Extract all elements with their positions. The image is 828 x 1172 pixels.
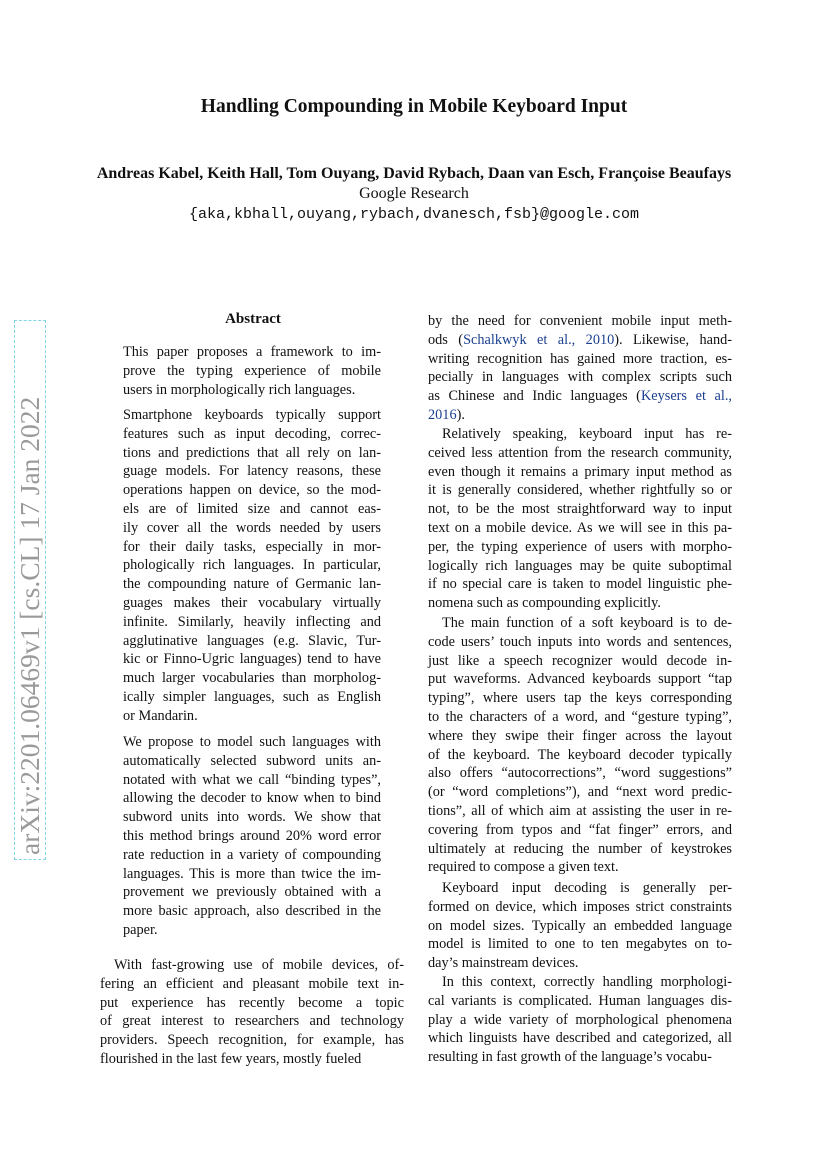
text-line: fering an efficient and pleasant mobile text in- [100, 975, 404, 992]
text-line: features such as input decoding, correc- [123, 425, 381, 442]
text-line: logically rich languages may be quite suboptimal [428, 557, 732, 574]
text-line: on model sizes. Typically an embedded language [428, 917, 732, 934]
citation-link[interactable]: Schalkwyk et al., 2010 [463, 331, 615, 348]
right-paragraph-3 [428, 614, 732, 877]
text-line: much larger vocabularies than morpholog- [123, 670, 381, 687]
text-segment: writing recognition has gained more traction, es- [428, 350, 732, 367]
text-line: tions and predictions that all rely on lan- [123, 444, 381, 461]
text-line: model is limited to one to ten megabytes on to- [428, 936, 732, 953]
text-line: kic or Finno-Ugric languages) tend to have [123, 651, 381, 668]
text-line: even though it remains a primary input method as [428, 463, 732, 480]
text-line: put waveforms. Advanced keyboards support “tap [428, 671, 732, 688]
text-line: which linguists have described and categorized, all [428, 1030, 732, 1047]
text-line: nomena such as compounding explicitly. [428, 595, 661, 612]
author-emails: {aka,kbhall,ouyang,rybach,dvanesch,fsb}@google.com [188, 206, 640, 223]
intro-left-paragraph [100, 956, 404, 1069]
text-line: of the keyboard. The keyboard decoder typically [428, 746, 732, 763]
text-line: With fast-growing use of mobile devices, of- [114, 957, 404, 973]
text-line: it is generally considered, whether rightfully so or [428, 482, 732, 499]
text-line: infinite. Similarly, heavily inflecting and [123, 613, 381, 630]
text-line: ily cover all the words needed by users [123, 519, 381, 536]
text-line: this method brings around 20% word error [123, 827, 381, 844]
abstract-paragraph-3 [123, 733, 381, 940]
text-line: guages makes their vocabulary virtually [123, 594, 381, 611]
text-line: ultimately at reducing the number of keystrokes [428, 840, 732, 857]
text-line: flourished in the last few years, mostly fueled [100, 1050, 362, 1067]
text-line: notated with what we call “binding types”, [123, 771, 381, 788]
text-segment: pecially in languages with complex scripts such [428, 369, 732, 386]
text-line [428, 331, 732, 350]
text-line: required to compose a given text. [428, 859, 619, 876]
text-line: The main function of a soft keyboard is to de- [442, 615, 732, 631]
right-paragraph-1 [428, 312, 732, 425]
text-line: provement we previously obtained with a [123, 884, 381, 901]
abstract-heading: Abstract [225, 311, 281, 327]
text-line: put experience has recently become a topic [100, 994, 404, 1011]
text-line: Keyboard input decoding is generally per- [442, 880, 732, 896]
text-line: covering from typos and “fat finger” errors, and [428, 821, 732, 838]
text-line: cal variants is complicated. Human languages dis- [428, 992, 732, 1009]
text-line: Smartphone keyboards typically support [123, 407, 381, 423]
text-line: the compounding nature of Germanic lan- [123, 576, 381, 593]
text-line: phologically rich languages. In particular, [123, 557, 381, 574]
text-line: We propose to model such languages with [123, 734, 381, 750]
text-line: rate reduction in a variety of compounding [123, 846, 381, 863]
text-segment: ods ( [428, 331, 464, 348]
text-line: per, the typing experience of users with morpho- [428, 538, 732, 555]
citation-link[interactable]: 2016 [428, 406, 457, 423]
text-line [428, 312, 732, 331]
right-paragraph-4 [428, 879, 732, 973]
text-line: not, to be the most straightforward way to input [428, 501, 732, 518]
text-line [428, 350, 732, 369]
text-line: more basic approach, also described in the [123, 903, 381, 920]
text-line: just like a speech recognizer would decode in- [428, 652, 732, 669]
affiliation: Google Research [359, 185, 469, 202]
text-line: text on a mobile device. As we will see in this pa- [428, 519, 732, 536]
right-paragraph-5 [428, 973, 732, 1067]
text-segment: ). [456, 406, 465, 423]
text-line: Relatively speaking, keyboard input has re- [442, 426, 732, 442]
text-line: if no special care is taken to model linguistic phe- [428, 576, 732, 593]
text-line: providers. Speech recognition, for example, has [100, 1032, 404, 1049]
text-line: prove the typing experience of mobile [123, 362, 381, 379]
text-line: or Mandarin. [123, 707, 198, 724]
text-line: formed on device, which imposes strict constraints [428, 898, 732, 915]
arxiv-stamp: arXiv:2201.06469v1 [cs.CL] 17 Jan 2022 [14, 320, 46, 860]
text-line: This paper proposes a framework to im- [123, 344, 381, 360]
text-line [428, 368, 732, 387]
text-line: code users’ touch inputs into words and sentences, [428, 633, 732, 650]
text-line: ically simpler languages, such as English [123, 688, 381, 705]
right-paragraph-2 [428, 425, 732, 613]
text-line: (or “word completions”), and “next word predic- [428, 784, 732, 801]
text-line: In this context, correctly handling morphologi- [442, 974, 732, 990]
text-line: subword units into words. We show that [123, 809, 381, 826]
text-line: where they swipe their finger across the layout [428, 727, 732, 744]
text-line: languages. This is more than twice the im- [123, 865, 381, 882]
paper-title: Handling Compounding in Mobile Keyboard Input [200, 96, 628, 117]
text-line: to the characters of a word, and “gesture typing”, [428, 708, 732, 725]
text-line: also offers “autocorrections”, “word suggestions” [428, 765, 732, 782]
text-segment: by the need for convenient mobile input meth- [428, 313, 732, 329]
citation-link[interactable]: Keysers et al., [640, 388, 732, 405]
text-line: for their daily tasks, especially in mor- [123, 538, 381, 555]
text-line: users in morphologically rich languages. [123, 381, 356, 398]
abstract-paragraph-2 [123, 406, 381, 726]
text-line: automatically selected subword units an- [123, 752, 381, 769]
text-line: day’s mainstream devices. [428, 955, 579, 972]
text-line: resulting in fast growth of the language’s vocabu- [428, 1049, 712, 1066]
text-line: tions”, all of which aim at assisting the user in re- [428, 802, 732, 819]
text-line: allowing the decoder to know when to bind [123, 790, 381, 807]
text-line: guage models. For latency reasons, these [123, 463, 381, 480]
abstract-paragraph-1 [123, 343, 381, 399]
author-list: Andreas Kabel, Keith Hall, Tom Ouyang, David Rybach, Daan van Esch, Françoise Beaufays [96, 165, 732, 182]
text-line [428, 406, 732, 425]
text-line: agglutinative languages (e.g. Slavic, Tur- [123, 632, 381, 649]
text-line [428, 387, 732, 406]
text-line: ceived less attention from the research community, [428, 444, 732, 461]
text-line: operations happen on device, so the mod- [123, 482, 381, 499]
text-segment: ). Likewise, hand- [614, 331, 733, 348]
text-line: typing”, where users tap the keys corresponding [428, 690, 732, 707]
text-line: of great interest to researchers and technology [100, 1013, 404, 1030]
text-line: play a wide variety of morphological phenomena [428, 1011, 732, 1028]
text-segment: as Chinese and Indic languages ( [428, 388, 641, 405]
text-line: paper. [123, 921, 158, 938]
text-line: els are of limited size and cannot eas- [123, 500, 381, 517]
